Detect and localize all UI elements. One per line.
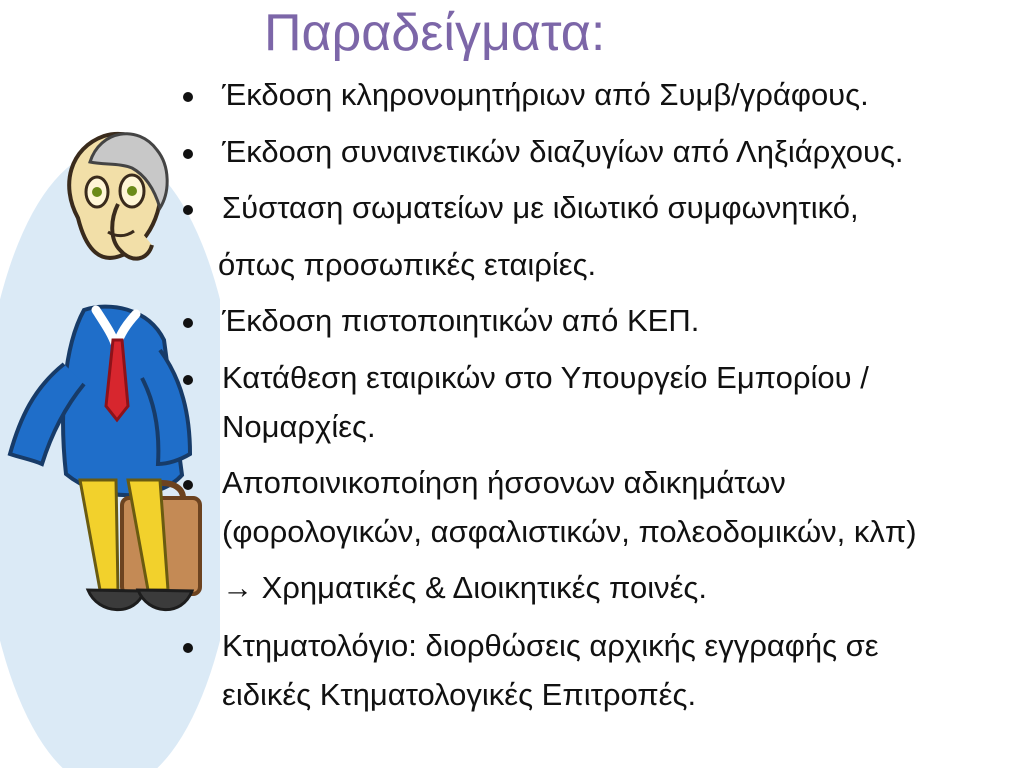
bullet-line: (φορολογικών, ασφαλιστικών, πολεοδομικών, κλπ) xyxy=(222,514,917,549)
bullet-marker xyxy=(183,92,193,102)
slide-title: Παραδείγματα: xyxy=(264,4,606,62)
bullet-marker xyxy=(183,643,193,653)
bullet-line: Νομαρχίες. xyxy=(222,409,376,444)
bullet-line: Κατάθεση εταιρικών στο Υπουργείο Εμπορίου / xyxy=(222,360,869,395)
bullet-line: Αποποινικοποίηση ήσσονων αδικημάτων xyxy=(222,465,786,500)
bullet-line: Έκδοση κληρονομητήριων από Συμβ/γράφους. xyxy=(222,77,869,112)
bullet-marker xyxy=(183,375,193,385)
bullet-marker xyxy=(183,318,193,328)
bullet-line: ειδικές Κτηματολογικές Επιτροπές. xyxy=(222,677,697,712)
bullet-marker xyxy=(183,480,193,490)
bullet-line: Έκδοση συναινετικών διαζυγίων από Ληξιάρχους. xyxy=(222,134,904,169)
bullet-line: όπως προσωπικές εταιρίες. xyxy=(218,247,597,282)
bullet-line: Έκδοση πιστοποιητικών από ΚΕΠ. xyxy=(222,303,700,338)
bullet-line: → Χρηματικές & Διοικητικές ποινές. xyxy=(222,570,707,605)
bullet-marker xyxy=(183,149,193,159)
bullet-marker xyxy=(183,205,193,215)
bullet-line: Σύσταση σωματείων με ιδιωτικό συμφωνητικό, xyxy=(222,190,859,225)
bullet-line: Κτηματολόγιο: διορθώσεις αρχικής εγγραφής σε xyxy=(222,628,879,663)
